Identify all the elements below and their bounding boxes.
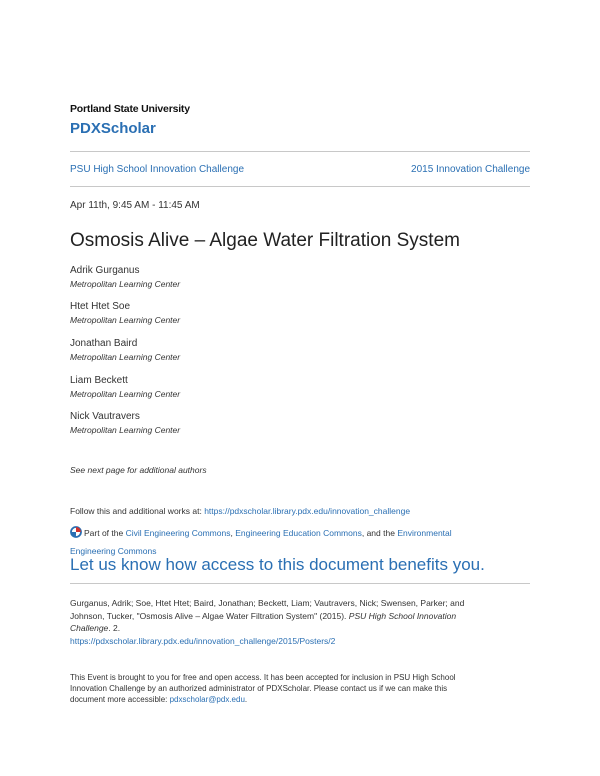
commons-and: , and the xyxy=(361,528,398,538)
event-date: Apr 11th, 9:45 AM - 11:45 AM xyxy=(70,200,200,211)
author-block xyxy=(70,265,180,289)
divider xyxy=(70,186,530,187)
access-statement xyxy=(70,672,540,705)
author-block xyxy=(70,375,180,399)
citation-series: PSU High School Innovation xyxy=(348,610,457,621)
divider xyxy=(70,151,530,152)
author-affiliation: Metropolitan Learning Center xyxy=(70,315,181,325)
environmental-engineering-commons-link-cont[interactable]: Engineering Commons xyxy=(70,546,157,556)
commons-icon xyxy=(70,526,82,543)
commons-separator: , xyxy=(230,528,236,538)
year-collection-link[interactable]: 2015 Innovation Challenge xyxy=(411,164,530,175)
commons-block xyxy=(70,525,540,559)
footer-line: document more accessible: xyxy=(70,695,170,704)
author-affiliation: Metropolitan Learning Center xyxy=(70,425,181,435)
footer-line: This Event is brought to you for free and open access. It has been accepted for inclusion in PSU High School xyxy=(70,673,456,682)
citation-line: Johnson, Tucker, "Osmosis Alive – Algae Water Filtration System" (2015). xyxy=(70,610,349,621)
author-affiliation: Metropolitan Learning Center xyxy=(70,352,181,362)
repository-name[interactable]: PDXScholar xyxy=(70,120,156,137)
author-affiliation: Metropolitan Learning Center xyxy=(70,279,181,289)
follow-link[interactable]: https://pdxscholar.library.pdx.edu/innovation_challenge xyxy=(204,506,411,516)
commons-prefix: Part of the xyxy=(84,528,126,538)
page-title: Osmosis Alive – Algae Water Filtration System xyxy=(70,230,460,251)
collection-link[interactable]: PSU High School Innovation Challenge xyxy=(70,164,244,175)
divider xyxy=(70,583,530,584)
author-affiliation: Metropolitan Learning Center xyxy=(70,389,181,399)
additional-authors-note: See next page for additional authors xyxy=(70,465,207,475)
citation-link[interactable]: https://pdxscholar.library.pdx.edu/innovation_challenge/2015/Posters/2 xyxy=(70,635,336,646)
university-name: Portland State University xyxy=(70,103,190,115)
citation-line: Gurganus, Adrik; Soe, Htet Htet; Baird, Jonathan; Beckett, Liam; Vautravers, Nick; Swensen, Parker; and xyxy=(70,598,465,608)
citation-block xyxy=(70,597,545,647)
civil-engineering-commons-link[interactable]: Civil Engineering Commons xyxy=(125,528,231,538)
environmental-engineering-commons-link[interactable]: Environmental xyxy=(397,528,452,538)
follow-line xyxy=(70,506,410,516)
contact-email-link[interactable]: pdxscholar@pdx.edu xyxy=(169,695,245,704)
author-block xyxy=(70,338,180,362)
author-name: Nick Vautravers xyxy=(70,411,140,422)
author-block xyxy=(70,411,180,435)
author-block xyxy=(70,301,180,325)
engineering-education-commons-link[interactable]: Engineering Education Commons xyxy=(235,528,362,538)
footer-line: Innovation Challenge by an authorized administrator of PDXScholar. Please contact us if we can make this xyxy=(70,684,448,693)
author-name: Adrik Gurganus xyxy=(70,265,140,276)
author-name: Htet Htet Soe xyxy=(70,301,131,312)
author-name: Jonathan Baird xyxy=(70,338,138,349)
follow-prefix: Follow this and additional works at: xyxy=(70,506,205,516)
author-name: Liam Beckett xyxy=(70,375,128,386)
citation-number: . 2. xyxy=(108,623,121,633)
citation-series: Challenge xyxy=(70,623,109,633)
benefits-link[interactable]: Let us know how access to this document benefits you. xyxy=(70,555,485,574)
footer-period: . xyxy=(244,695,248,704)
